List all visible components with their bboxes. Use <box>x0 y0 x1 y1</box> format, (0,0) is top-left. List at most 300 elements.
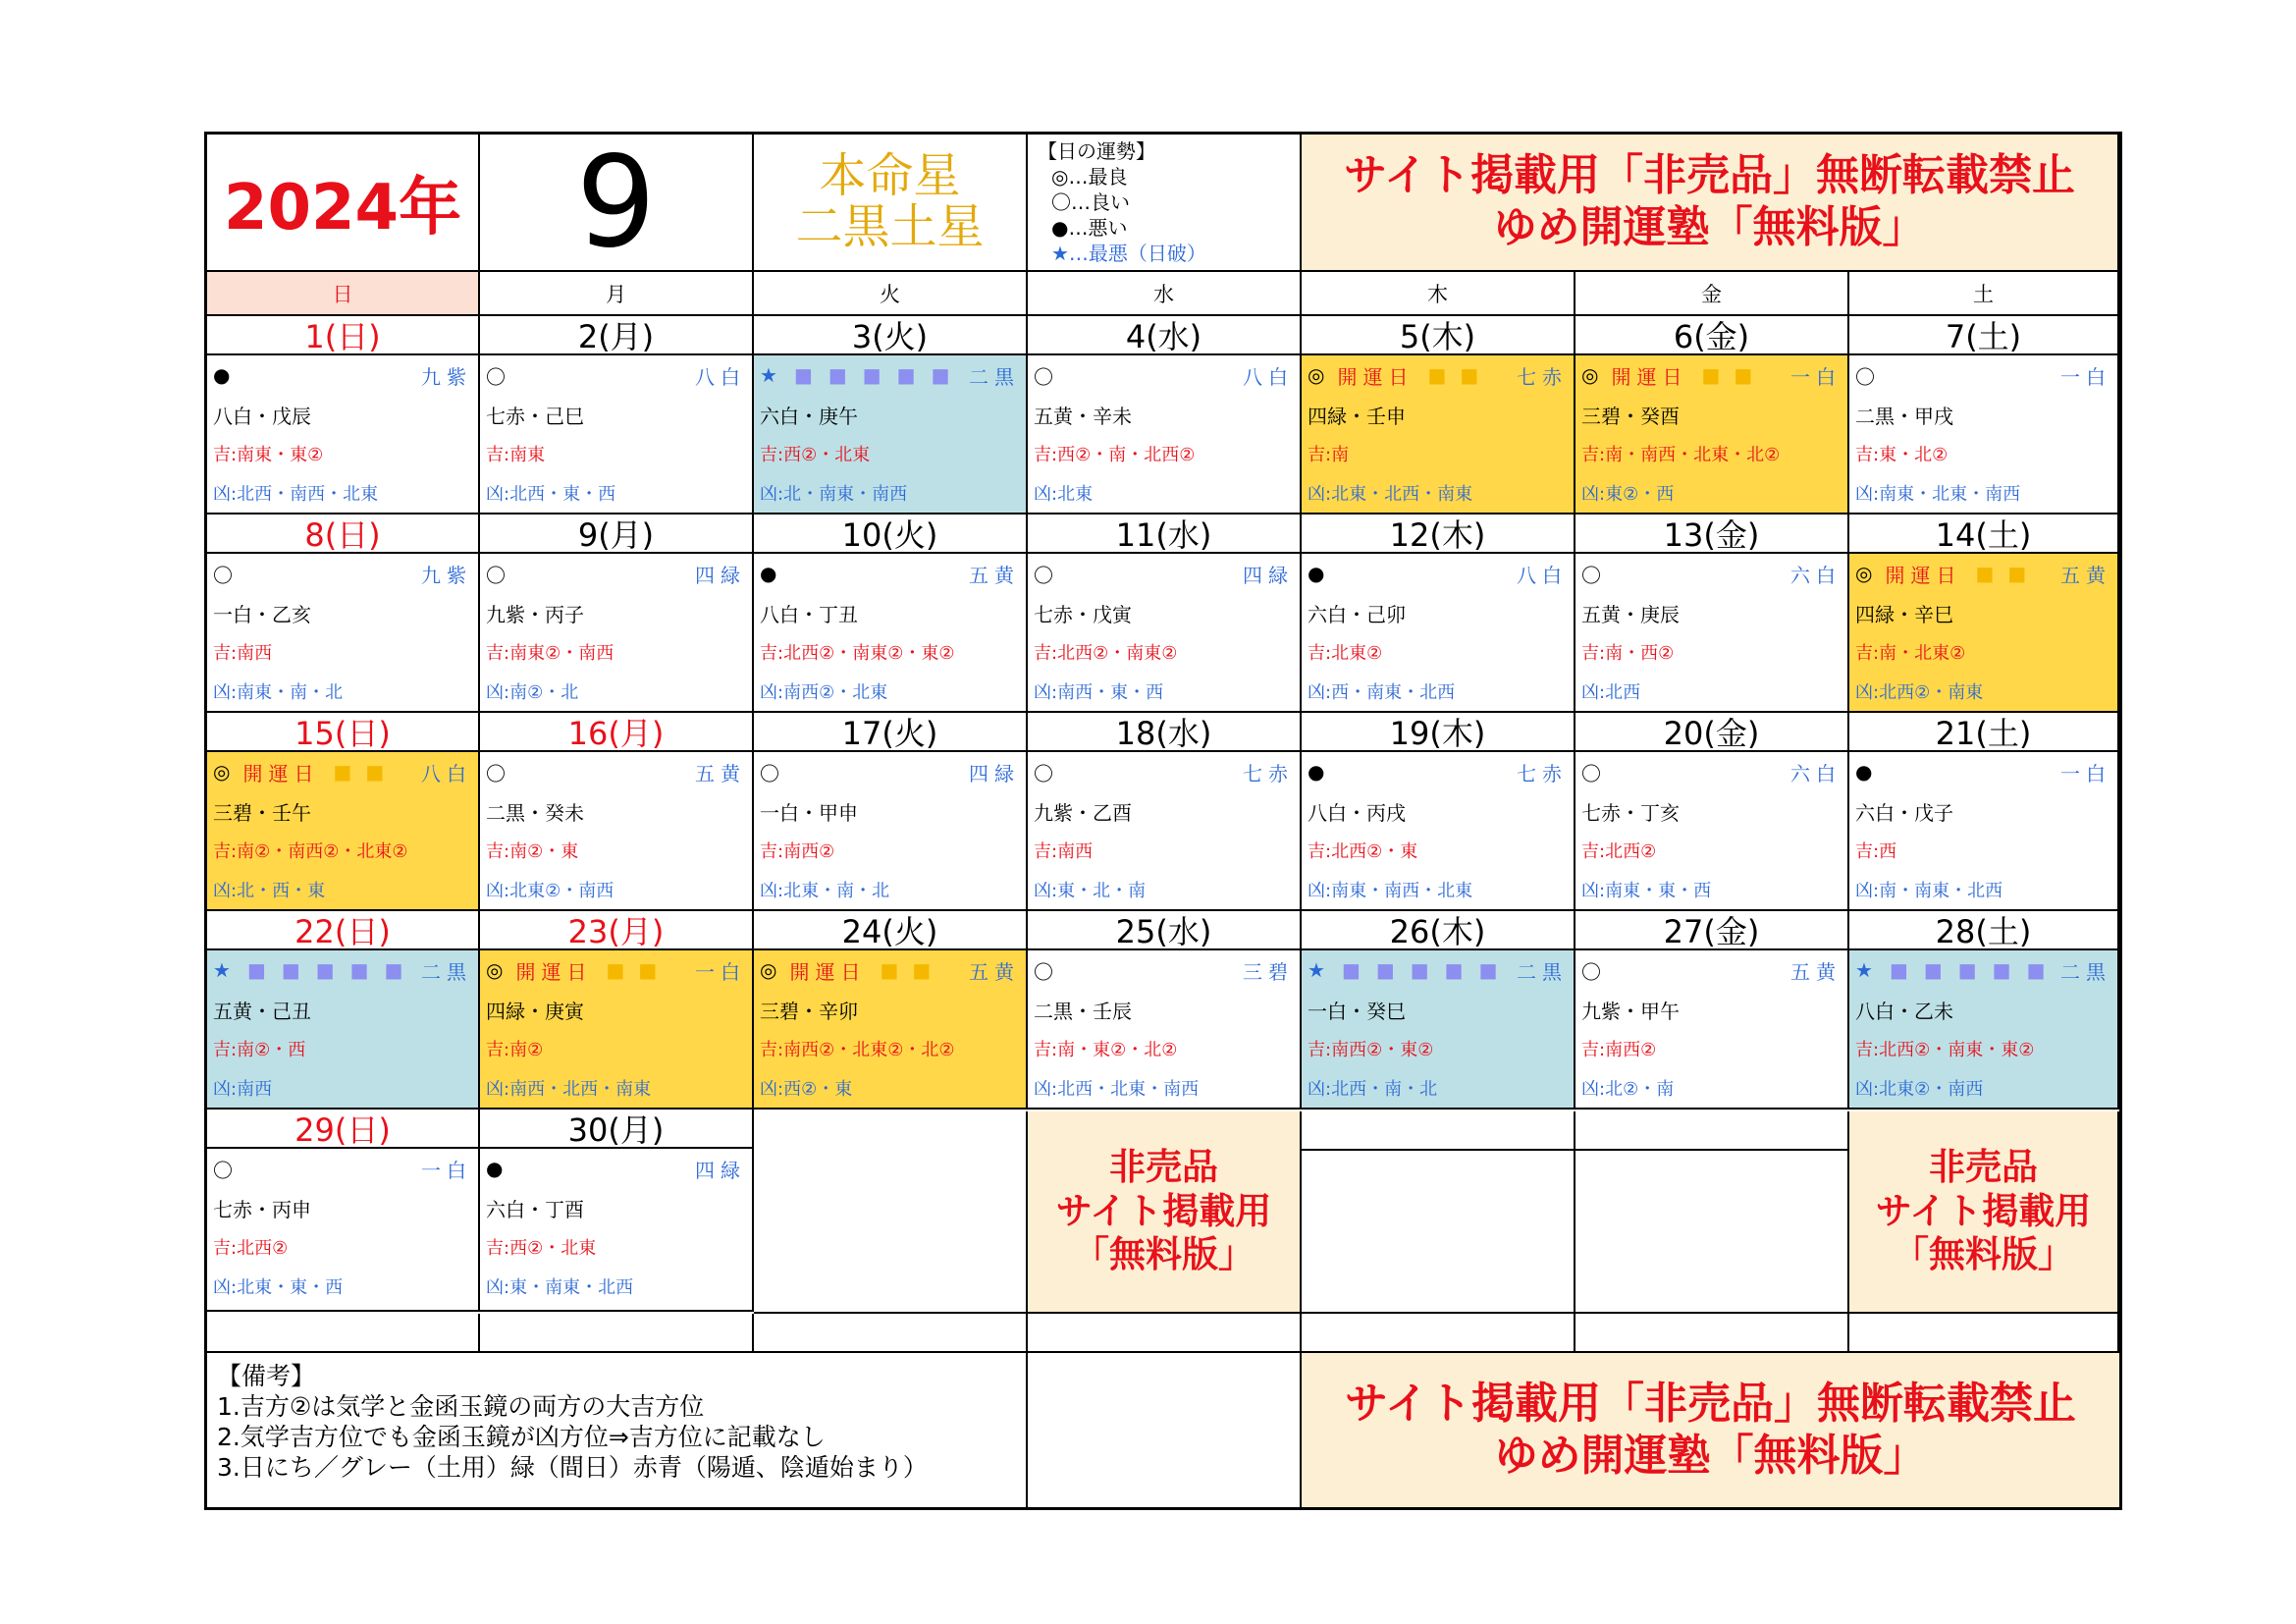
kyusei-label: 九紫 <box>421 563 472 587</box>
side-notice-line3: 「無料版」 <box>1893 1233 2074 1276</box>
square-icon: ■ <box>793 363 813 387</box>
fortune-mark: 〇 <box>1034 364 1054 389</box>
unlucky-directions: 凶:北②・南 <box>1581 1079 1675 1100</box>
fortune-line <box>1034 355 1294 395</box>
day-number: 4(水) <box>1028 316 1302 355</box>
square-icon: ■ <box>246 958 266 982</box>
day-number: 13(金) <box>1575 514 1849 554</box>
unlucky-directions: 凶:東・北・南 <box>1034 881 1147 901</box>
fortune-line <box>1581 752 1842 791</box>
remarks-title: 【備考】 <box>217 1362 316 1390</box>
unlucky-directions: 凶:東②・西 <box>1581 484 1675 505</box>
fortune-line <box>1308 752 1568 791</box>
fortune-mark: ★ <box>1308 958 1326 982</box>
empty-cell <box>1302 1111 1575 1151</box>
kyusei-label: 七赤 <box>1243 761 1294 785</box>
fortune-mark: 〇 <box>486 563 507 587</box>
day-number: 7(土) <box>1849 316 2119 355</box>
day-number: 14(土) <box>1849 514 2119 554</box>
legend-title: 【日の運勢】 <box>1038 139 1155 163</box>
fortune-mark: ● <box>1855 760 1874 784</box>
lucky-directions: 吉:北西②・東 <box>1308 841 1418 862</box>
unlucky-directions: 凶:東・南東・北西 <box>486 1277 634 1298</box>
square-icon: ■ <box>365 760 385 784</box>
kaiun-label: 開運日 <box>1611 364 1688 389</box>
kanshi-text: 七赤・己巳 <box>486 404 584 428</box>
day-number: 5(木) <box>1302 316 1575 355</box>
kyusei-label: 二黒 <box>421 959 472 984</box>
fortune-mark: 〇 <box>1034 959 1054 984</box>
fortune-mark: ◎ <box>760 958 778 982</box>
kanshi-text: 二黒・壬辰 <box>1034 999 1132 1023</box>
day-cell <box>1849 554 2119 713</box>
kyusei-label: 一白 <box>695 959 746 984</box>
kanshi-text: 五黄・庚辰 <box>1581 602 1680 626</box>
lucky-directions: 吉:西②・南・北西② <box>1034 445 1196 465</box>
day-number: 2(月) <box>480 316 754 355</box>
fortune-mark: 〇 <box>1034 563 1054 587</box>
unlucky-directions: 凶:西②・東 <box>760 1079 853 1100</box>
day-cell <box>1575 355 1849 514</box>
fortune-mark: ◎ <box>1581 363 1600 387</box>
kyusei-label: 四緑 <box>969 761 1020 785</box>
kyusei-label: 八白 <box>695 364 746 389</box>
kanshi-text: 六白・戊子 <box>1855 800 1953 825</box>
day-cell <box>480 355 754 514</box>
fortune-line <box>1581 950 1842 990</box>
day-cell <box>1575 752 1849 911</box>
fortune-mark: ● <box>213 363 232 387</box>
fortune-mark-group <box>1581 560 1602 588</box>
fortune-line <box>213 554 472 593</box>
empty-cell <box>1575 1151 1849 1314</box>
lucky-directions: 吉:南・南西・北東・北② <box>1581 445 1781 465</box>
fortune-mark-group <box>1308 760 1325 784</box>
lucky-directions: 吉:南西 <box>213 643 273 664</box>
fortune-line <box>1034 752 1294 791</box>
square-icon: ■ <box>384 958 403 982</box>
fortune-mark: ★ <box>1855 958 1874 982</box>
fortune-line <box>760 950 1020 990</box>
kyusei-label: 四緑 <box>695 563 746 587</box>
day-cell <box>1302 554 1575 713</box>
honmei-star-name: 二黒土星 <box>795 199 985 254</box>
empty-cell <box>1575 1314 1849 1353</box>
unlucky-directions: 凶:北東・北西・南東 <box>1308 484 1473 505</box>
lucky-directions: 吉:南西② <box>1581 1040 1657 1060</box>
day-number: 21(土) <box>1849 713 2119 752</box>
lucky-directions: 吉:東・北② <box>1855 445 1949 465</box>
day-number: 18(水) <box>1028 713 1302 752</box>
fortune-legend <box>1028 135 1302 272</box>
kanshi-text: 六白・己卯 <box>1308 602 1406 626</box>
legend-bad: ●…悪い <box>1051 216 1128 240</box>
day-cell <box>207 355 480 514</box>
fortune-mark-group <box>1034 361 1054 390</box>
empty-cell <box>1575 1111 1849 1151</box>
fortune-mark-group <box>1308 361 1478 390</box>
day-number: 20(金) <box>1575 713 1849 752</box>
square-icon: ■ <box>1701 363 1721 387</box>
fortune-line <box>1308 554 1568 593</box>
unlucky-directions: 凶:南東・東・西 <box>1581 881 1712 901</box>
fortune-mark-group <box>760 956 931 985</box>
kyusei-label: 四緑 <box>1243 563 1294 587</box>
fortune-mark: ◎ <box>486 958 505 982</box>
lucky-directions: 吉:南②・南西②・北東② <box>213 841 408 862</box>
kaiun-label: 開運日 <box>1337 364 1415 389</box>
kanshi-text: 二黒・甲戌 <box>1855 404 1953 428</box>
lucky-directions: 吉:南東 <box>486 445 546 465</box>
day-cell <box>1849 950 2119 1110</box>
lucky-directions: 吉:南東②・南西 <box>486 643 614 664</box>
day-cell <box>1028 554 1302 713</box>
fortune-mark-group <box>1308 562 1325 585</box>
kyusei-label: 八白 <box>421 761 472 785</box>
day-number: 16(月) <box>480 713 754 752</box>
unlucky-directions: 凶:北西②・南東 <box>1855 682 1984 703</box>
day-number: 1(日) <box>207 316 480 355</box>
square-icon: ■ <box>1734 363 1753 387</box>
day-cell <box>754 752 1028 911</box>
kanshi-text: 四緑・壬申 <box>1308 404 1406 428</box>
unlucky-directions: 凶:北東②・南西 <box>1855 1079 1984 1100</box>
kyusei-label: 五黄 <box>969 959 1020 984</box>
kanshi-text: 一白・甲申 <box>760 800 858 825</box>
fortune-mark-group <box>1581 758 1602 786</box>
fortune-mark: 〇 <box>1034 761 1054 785</box>
day-cell <box>1849 355 2119 514</box>
kanshi-text: 二黒・癸未 <box>486 800 584 825</box>
day-cell <box>1575 554 1849 713</box>
fortune-mark-group <box>486 758 507 786</box>
day-number: 11(水) <box>1028 514 1302 554</box>
fortune-line <box>1308 355 1568 395</box>
day-number: 28(土) <box>1849 911 2119 950</box>
fortune-mark-group <box>1034 956 1054 985</box>
legend-best: ◎…最良 <box>1051 165 1128 189</box>
fortune-mark-group <box>1855 760 1873 784</box>
kanshi-text: 七赤・丁亥 <box>1581 800 1680 825</box>
fortune-line <box>486 752 746 791</box>
fortune-mark-group <box>213 1155 234 1183</box>
fortune-mark-group <box>213 363 231 387</box>
month-number: 9 <box>480 135 754 272</box>
unlucky-directions: 凶:南東・南西・北東 <box>1308 881 1473 901</box>
square-icon: ■ <box>1478 958 1498 982</box>
fortune-mark-group <box>213 758 384 786</box>
unlucky-directions: 凶:北西・北東・南西 <box>1034 1079 1200 1100</box>
day-cell <box>1028 355 1302 514</box>
kanshi-text: 五黄・己丑 <box>213 999 311 1023</box>
fortune-line <box>486 1149 746 1188</box>
fortune-mark-group <box>760 562 777 585</box>
day-cell <box>207 1149 480 1312</box>
kyusei-label: 五黄 <box>1790 959 1842 984</box>
kaiun-label: 開運日 <box>789 959 867 984</box>
kanshi-text: 五黄・辛未 <box>1034 404 1132 428</box>
kyusei-label: 七赤 <box>1517 364 1568 389</box>
kanshi-text: 三碧・壬午 <box>213 800 311 825</box>
day-number: 24(火) <box>754 911 1028 950</box>
notice-line1: サイト掲載用「非売品」無断転載禁止 <box>1344 150 2075 201</box>
lucky-directions: 吉:南西②・東② <box>1308 1040 1434 1060</box>
fortune-mark: 〇 <box>1581 563 1602 587</box>
lucky-directions: 吉:西②・北東 <box>760 445 871 465</box>
fortune-mark-group <box>1034 758 1054 786</box>
day-cell <box>1302 950 1575 1110</box>
unlucky-directions: 凶:南②・北 <box>486 682 579 703</box>
kanshi-text: 一白・癸巳 <box>1308 999 1406 1023</box>
fortune-line <box>1855 950 2111 990</box>
kanshi-text: 六白・庚午 <box>760 404 858 428</box>
empty-cell <box>1028 1353 1302 1507</box>
empty-cell <box>207 1314 480 1353</box>
kanshi-text: 九紫・甲午 <box>1581 999 1680 1023</box>
fortune-line <box>760 355 1020 395</box>
square-icon: ■ <box>828 363 847 387</box>
fortune-mark-group <box>486 560 507 588</box>
lucky-directions: 吉:南②・東 <box>486 841 579 862</box>
lucky-directions: 吉:北東② <box>1308 643 1383 664</box>
kanshi-text: 三碧・辛卯 <box>760 999 858 1023</box>
day-number: 30(月) <box>480 1110 754 1149</box>
square-icon: ■ <box>333 760 352 784</box>
side-notice-line1: 非売品 <box>1109 1146 1218 1189</box>
side-notice-line1: 非売品 <box>1929 1146 2038 1189</box>
square-icon: ■ <box>931 363 950 387</box>
kanshi-text: 一白・乙亥 <box>213 602 311 626</box>
day-cell <box>1028 752 1302 911</box>
unlucky-directions: 凶:北東・南・北 <box>760 881 890 901</box>
kyusei-label: 一白 <box>2060 761 2111 785</box>
fortune-line <box>213 752 472 791</box>
side-notice-line2: サイト掲載用 <box>1055 1189 1272 1232</box>
day-number: 27(金) <box>1575 911 1849 950</box>
day-cell <box>480 1149 754 1312</box>
remarks-item-3: 3.日にち／グレー（土用）緑（間日）赤青（陽遁、陰遁始まり） <box>217 1453 928 1482</box>
kyusei-label: 二黒 <box>969 364 1020 389</box>
kyusei-label: 二黒 <box>1517 959 1568 984</box>
unlucky-directions: 凶:北・南東・南西 <box>760 484 908 505</box>
kyusei-label: 五黄 <box>2060 563 2111 587</box>
day-number: 15(日) <box>207 713 480 752</box>
unlucky-directions: 凶:南西②・北東 <box>760 682 888 703</box>
kaiun-label: 開運日 <box>1885 563 1962 587</box>
unlucky-directions: 凶:北西・東・西 <box>486 484 616 505</box>
lucky-directions: 吉:南②・西 <box>213 1040 306 1060</box>
unlucky-directions: 凶:北東②・南西 <box>486 881 614 901</box>
fortune-mark: ● <box>1308 760 1326 784</box>
calendar <box>204 132 2122 1510</box>
fortune-mark-group <box>1581 956 1602 985</box>
kaiun-label: 開運日 <box>242 761 320 785</box>
kanshi-text: 八白・丙戌 <box>1308 800 1406 825</box>
weekday-tue: 火 <box>754 272 1028 316</box>
square-icon: ■ <box>1341 958 1361 982</box>
notice-line2: ゆめ開運塾「無料版」 <box>1493 202 1926 252</box>
day-cell <box>754 554 1028 713</box>
fortune-line <box>1581 554 1842 593</box>
fortune-line <box>760 554 1020 593</box>
fortune-mark: 〇 <box>486 364 507 389</box>
lucky-directions: 吉:西 <box>1855 841 1897 862</box>
unlucky-directions: 凶:北西 <box>1581 682 1641 703</box>
unlucky-directions: 凶:南西・東・西 <box>1034 682 1164 703</box>
lucky-directions: 吉:南・北東② <box>1855 643 1966 664</box>
day-number: 12(木) <box>1302 514 1575 554</box>
fortune-line <box>486 554 746 593</box>
square-icon: ■ <box>1957 958 1977 982</box>
fortune-line <box>213 1149 472 1188</box>
fortune-mark: ● <box>486 1157 505 1180</box>
day-cell <box>1575 950 1849 1110</box>
weekday-wed: 水 <box>1028 272 1302 316</box>
day-cell <box>207 950 480 1110</box>
day-cell <box>1302 355 1575 514</box>
kanshi-text: 九紫・乙酉 <box>1034 800 1132 825</box>
top-notice <box>1302 135 2119 272</box>
kanshi-text: 三碧・癸酉 <box>1581 404 1680 428</box>
remarks-item-1: 1.吉方②は気学と金函玉鏡の両方の大吉方位 <box>217 1392 705 1421</box>
fortune-mark: ★ <box>760 363 778 387</box>
fortune-line <box>1855 554 2111 593</box>
empty-cell <box>1028 1314 1302 1353</box>
remarks <box>207 1353 1028 1507</box>
square-icon: ■ <box>606 958 625 982</box>
fortune-mark: 〇 <box>213 563 234 587</box>
fortune-mark-group <box>213 560 234 588</box>
honmei-title: 本命星 <box>819 148 961 204</box>
fortune-mark-group <box>1855 361 1876 390</box>
lucky-directions: 吉:南② <box>486 1040 544 1060</box>
lucky-directions: 吉:南西②・北東②・北② <box>760 1040 955 1060</box>
fortune-mark: 〇 <box>760 761 780 785</box>
fortune-line <box>486 355 746 395</box>
fortune-mark: ◎ <box>1308 363 1326 387</box>
day-number: 29(日) <box>207 1110 480 1149</box>
unlucky-directions: 凶:北西・南西・北東 <box>213 484 379 505</box>
day-number: 3(火) <box>754 316 1028 355</box>
kyusei-label: 三碧 <box>1243 959 1294 984</box>
kanshi-text: 七赤・丙申 <box>213 1197 311 1221</box>
fortune-mark: ● <box>1308 562 1326 585</box>
fortune-mark-group <box>1308 958 1497 982</box>
kyusei-label: 五黄 <box>695 761 746 785</box>
unlucky-directions: 凶:南西・北西・南東 <box>486 1079 652 1100</box>
unlucky-directions: 凶:南東・北東・南西 <box>1855 484 2021 505</box>
fortune-mark: 〇 <box>1581 959 1602 984</box>
fortune-line <box>1034 554 1294 593</box>
fortune-mark: ★ <box>213 958 232 982</box>
square-icon: ■ <box>638 958 658 982</box>
fortune-mark: 〇 <box>1581 761 1602 785</box>
kyusei-label: 九紫 <box>421 364 472 389</box>
notice-line2: ゆめ開運塾「無料版」 <box>1494 1430 1927 1481</box>
day-number: 8(日) <box>207 514 480 554</box>
square-icon: ■ <box>912 958 932 982</box>
kanshi-text: 七赤・戊寅 <box>1034 602 1132 626</box>
kyusei-label: 五黄 <box>969 563 1020 587</box>
lucky-directions: 吉:南東・東② <box>213 445 324 465</box>
square-icon: ■ <box>1975 562 1995 585</box>
lucky-directions: 吉:南・西② <box>1581 643 1675 664</box>
day-cell <box>1302 752 1575 911</box>
unlucky-directions: 凶:北西・南・北 <box>1308 1079 1438 1100</box>
side-notice-right <box>1849 1111 2119 1314</box>
square-icon: ■ <box>1992 958 2011 982</box>
weekday-mon: 月 <box>480 272 754 316</box>
day-number: 10(火) <box>754 514 1028 554</box>
kyusei-label: 二黒 <box>2060 959 2111 984</box>
lucky-directions: 吉:北西② <box>213 1238 289 1259</box>
fortune-line <box>1581 355 1842 395</box>
side-notice-line2: サイト掲載用 <box>1875 1189 2092 1232</box>
square-icon: ■ <box>1444 958 1464 982</box>
kyusei-label: 一白 <box>421 1158 472 1182</box>
day-cell <box>480 950 754 1110</box>
unlucky-directions: 凶:南西 <box>213 1079 273 1100</box>
fortune-mark-group <box>760 758 780 786</box>
fortune-line <box>486 950 746 990</box>
square-icon: ■ <box>1460 363 1479 387</box>
kanshi-text: 六白・丁酉 <box>486 1197 584 1221</box>
day-cell <box>480 752 754 911</box>
fortune-mark-group <box>760 363 949 387</box>
lucky-directions: 吉:南西② <box>760 841 835 862</box>
square-icon: ■ <box>281 958 300 982</box>
fortune-mark: 〇 <box>1855 364 1876 389</box>
kanshi-text: 八白・乙未 <box>1855 999 1953 1023</box>
kyusei-label: 七赤 <box>1517 761 1568 785</box>
day-cell <box>754 950 1028 1110</box>
lucky-directions: 吉:南 <box>1308 445 1350 465</box>
fortune-mark-group <box>1581 361 1752 390</box>
kaiun-label: 開運日 <box>515 959 593 984</box>
day-number: 19(木) <box>1302 713 1575 752</box>
unlucky-directions: 凶:北東・東・西 <box>213 1277 344 1298</box>
fortune-mark: 〇 <box>486 761 507 785</box>
square-icon: ■ <box>1923 958 1943 982</box>
lucky-directions: 吉:南・東②・北② <box>1034 1040 1178 1060</box>
honmei-star <box>754 135 1028 272</box>
square-icon: ■ <box>896 363 916 387</box>
kyusei-label: 八白 <box>1517 563 1568 587</box>
fortune-mark-group <box>486 361 507 390</box>
empty-cell <box>1849 1314 2119 1353</box>
square-icon: ■ <box>862 363 881 387</box>
square-icon: ■ <box>1410 958 1429 982</box>
kyusei-label: 六白 <box>1790 563 1842 587</box>
fortune-line <box>213 355 472 395</box>
fortune-mark-group <box>1034 560 1054 588</box>
unlucky-directions: 凶:北・西・東 <box>213 881 326 901</box>
fortune-line <box>1855 355 2111 395</box>
day-number: 26(木) <box>1302 911 1575 950</box>
kanshi-text: 四緑・辛巳 <box>1855 602 1953 626</box>
day-cell <box>754 355 1028 514</box>
unlucky-directions: 凶:南・南東・北西 <box>1855 881 2003 901</box>
kyusei-label: 四緑 <box>695 1158 746 1182</box>
fortune-line <box>1308 950 1568 990</box>
day-number: 22(日) <box>207 911 480 950</box>
fortune-line <box>760 752 1020 791</box>
square-icon: ■ <box>315 958 335 982</box>
fortune-mark-group <box>1855 958 2045 982</box>
unlucky-directions: 凶:南東・南・北 <box>213 682 344 703</box>
weekday-sun: 日 <box>207 272 480 316</box>
day-number: 25(水) <box>1028 911 1302 950</box>
